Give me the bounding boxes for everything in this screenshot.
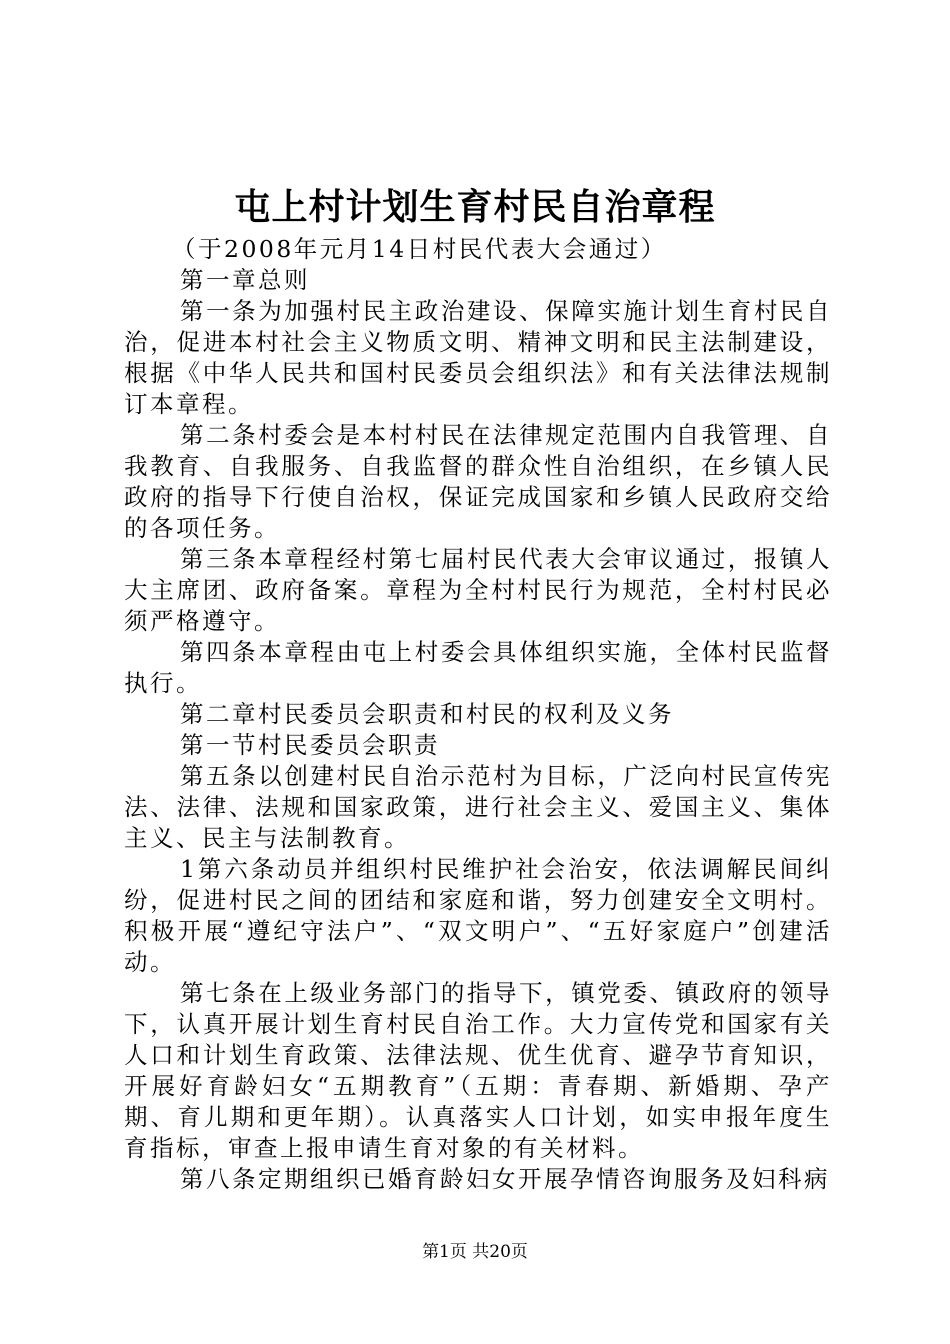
- article-paragraph: 第四条本章程由屯上村委会具体组织实施，全体村民监督执行。: [124, 638, 832, 697]
- article-paragraph: 1第六条动员并组织村民维护社会治安，依法调解民间纠纷，促进村民之间的团结和家庭和谐，努力创建安全文明村。积极开展“遵纪守法户”、“双文明户”、“五好家庭户”创建活动。: [124, 855, 832, 976]
- article-paragraph: 第七条在上级业务部门的指导下，镇党委、镇政府的领导下，认真开展计划生育村民自治工作。大力宣传党和国家有关人口和计划生育政策、法律法规、优生优育、避孕节育知识，开展好育龄妇女“五期教育”（五期：青春期、新婚期、孕产期、育儿期和更年期）。认真落实人口计划，如实申报年度生育指标，审查上报申请生育对象的有关材料。: [124, 979, 832, 1162]
- document-title: 屯上村计划生育村民自治章程: [234, 186, 716, 228]
- adoption-note: （于2008年元月14日村民代表大会通过）: [172, 235, 667, 263]
- page-number: 第1页: [422, 1242, 467, 1262]
- document-body: [124, 234, 832, 1195]
- article-paragraph: 第一条为加强村民主政治建设、保障实施计划生育村民自治，促进本村社会主义物质文明、精神文明和民主法制建设，根据《中华人民共和国村民委员会组织法》和有关法律法规制订本章程。: [124, 297, 832, 418]
- article-paragraph: 第二条村委会是本村村民在法律规定范围内自我管理、自我教育、自我服务、自我监督的群众性自治组织，在乡镇人民政府的指导下行使自治权，保证完成国家和乡镇人民政府交给的各项任务。: [124, 421, 832, 542]
- page-footer: [0, 1240, 950, 1264]
- article-paragraph: 第三条本章程经村第七届村民代表大会审议通过，报镇人大主席团、政府备案。章程为全村村民行为规范，全村村民必须严格遵守。: [124, 545, 832, 635]
- article-paragraph: 第五条以创建村民自治示范村为目标，广泛向村民宣传宪法、法律、法规和国家政策，进行社会主义、爱国主义、集体主义、民主与法制教育。: [124, 762, 832, 852]
- chapter-heading: 第一章总则: [180, 266, 310, 294]
- chapter-heading: 第二章村民委员会职责和村民的权利及义务: [180, 700, 674, 728]
- section-heading: 第一节村民委员会职责: [180, 731, 440, 759]
- article-paragraph: 第八条定期组织已婚育龄妇女开展孕情咨询服务及妇科病: [180, 1165, 830, 1193]
- page-total: 共20页: [472, 1242, 528, 1262]
